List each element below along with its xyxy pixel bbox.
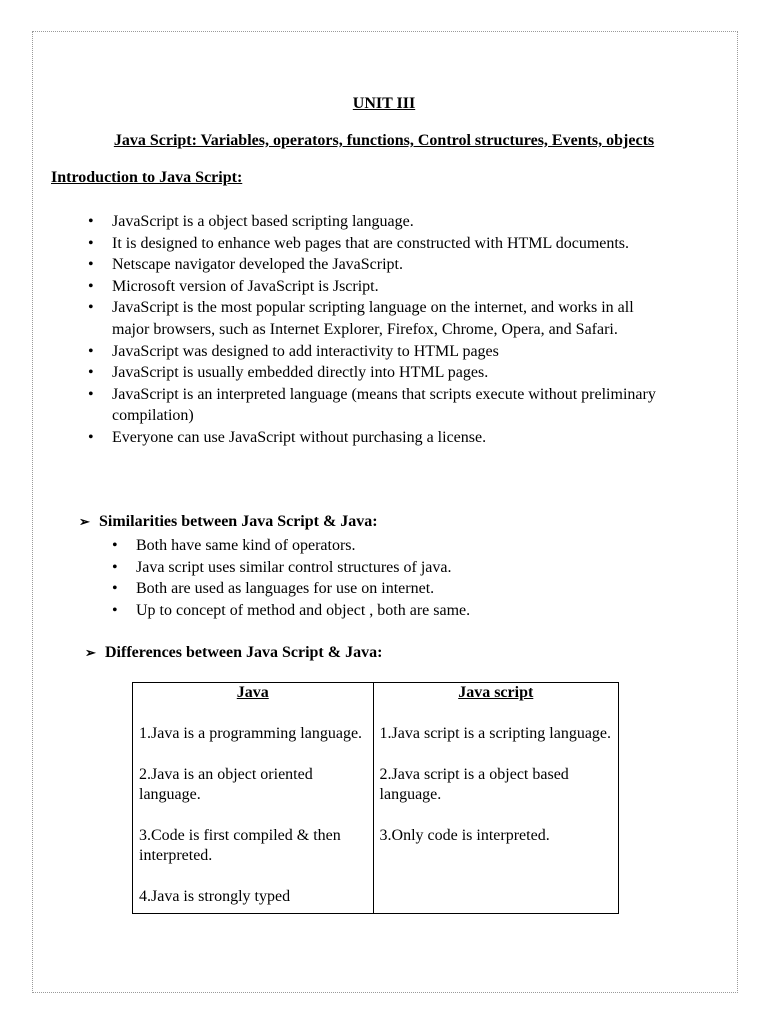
similarities-heading: ➢ Similarities between Java Script & Java: — [79, 513, 378, 530]
list-item: • It is designed to enhance web pages that are constructed with HTML documents. — [88, 233, 673, 255]
javascript-column-cell — [373, 706, 618, 914]
column-header-javascript: Java script — [373, 683, 618, 707]
list-item: • JavaScript is a object based scripting language. — [88, 211, 673, 233]
document-subtitle: Java Script: Variables, operators, functions, Control structures, Events, objects — [113, 132, 655, 149]
bullet-icon: • — [88, 385, 94, 403]
bullet-icon: • — [88, 234, 94, 252]
list-item: • JavaScript was designed to add interactivity to HTML pages — [88, 341, 673, 363]
differences-table — [132, 682, 619, 914]
table-cell-text: 1.Java is a programming language. — [139, 725, 363, 742]
table-cell-text: 2.Java script is a object based language. — [379, 765, 569, 803]
table-cell-text: 2.Java is an object oriented language. — [139, 765, 313, 803]
bullet-icon: • — [112, 558, 118, 576]
table-cell-text: 3.Code is first compiled & then interpreted. — [139, 826, 341, 864]
table-cell-text: 4.Java is strongly typed — [139, 887, 291, 905]
differences-heading: ➢ Differences between Java Script & Java: — [85, 644, 383, 661]
table-cell-text: 1.Java script is a scripting language. — [379, 725, 612, 742]
bullet-icon: • — [88, 428, 94, 446]
unit-title: UNIT III — [352, 95, 416, 112]
table-row — [133, 706, 619, 914]
bullet-icon: • — [112, 537, 118, 554]
list-item: • Up to concept of method and object , both are same. — [112, 600, 632, 622]
bullet-icon: • — [88, 364, 94, 382]
list-item: • Java script uses similar control structures of java. — [112, 557, 632, 579]
bullet-icon: • — [88, 299, 94, 317]
bullet-icon: • — [88, 213, 94, 230]
list-item: • Netscape navigator developed the JavaScript. — [88, 254, 673, 276]
bullet-icon: • — [112, 601, 118, 619]
list-item: • Microsoft version of JavaScript is Jscript. — [88, 276, 673, 298]
arrow-bullet-icon: ➢ — [85, 645, 96, 660]
list-item: • Everyone can use JavaScript without purchasing a license. — [88, 427, 673, 449]
list-item: • JavaScript is the most popular scripting language on the internet, and works in all major browsers, such as Internet Explorer, Firefox, Chrome, Opera, and Safari. — [88, 299, 634, 338]
bullet-icon: • — [112, 580, 118, 598]
bullet-icon: • — [88, 256, 94, 274]
bullet-icon: • — [88, 277, 94, 295]
list-item: • JavaScript is an interpreted language (means that scripts execute without preliminary compilation) — [88, 385, 656, 425]
java-column-cell — [133, 706, 374, 914]
list-item: • Both have same kind of operators. — [112, 535, 632, 557]
intro-heading: Introduction to Java Script: — [51, 169, 243, 186]
similarities-bullet-list — [112, 535, 632, 621]
intro-bullet-list — [88, 211, 673, 449]
column-header-java: Java — [133, 683, 374, 707]
list-item: • JavaScript is usually embedded directly into HTML pages. — [88, 362, 673, 384]
list-item: • Both are used as languages for use on internet. — [112, 578, 632, 600]
table-cell-text: 3.Only code is interpreted. — [379, 826, 550, 844]
arrow-bullet-icon: ➢ — [79, 514, 90, 529]
table-header-row — [133, 683, 619, 707]
bullet-icon: • — [88, 342, 94, 360]
